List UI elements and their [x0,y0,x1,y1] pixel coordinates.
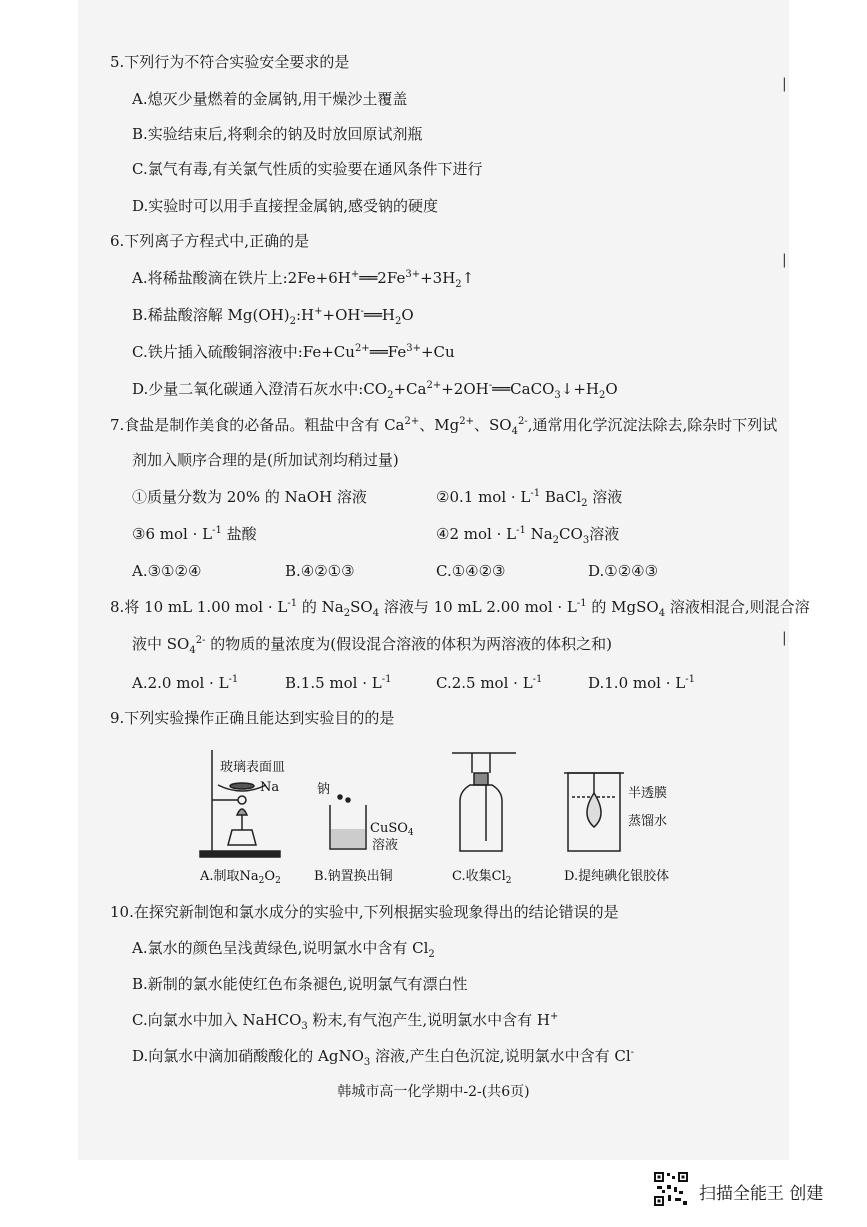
margin-mark: | [782,630,787,646]
q7-option-d: D.①②④③ [588,562,659,580]
caption-b: B.钠置换出铜 [314,869,393,884]
q7-reagent-3: ③6 mol · $L^{-1}$ 盐酸 [132,525,257,543]
q9-apparatus-figure [190,745,710,890]
caption-d: D.提纯碘化银胶体 [564,869,670,884]
apparatus-b [330,795,366,849]
q8-option-c: C.2.5 mol · $L^{-1}$ [436,674,543,692]
margin-mark: | [782,252,787,268]
page-footer: 韩城市高一化学期中-2-(共6页) [337,1084,530,1100]
q6-option-c: C.铁片插入硫酸铜溶液中$:Fe+Cu^{2+}══Fe^{3+}+Cu$ [132,343,455,361]
qr-code-icon [653,1171,689,1207]
caption-a: A.制取$Na_2O_2$ [200,869,281,886]
q6-stem: 6.下列离子方程式中,正确的是 [110,232,310,250]
scanner-watermark [653,1171,863,1211]
q6-option-b: B.稀盐酸溶解 $Mg(OH)_2:H^++OH^-══H_2O$ [132,306,414,327]
q7-stem-line2: 剂加入顺序合理的是(所加试剂均稍过量) [132,451,399,469]
q8-stem-line2: 液中 $SO_4^{2-}$ 的物质的量浓度为(假设混合溶液的体积为两溶液的体积之和) [132,635,612,656]
q10-option-b: B.新制的氯水能使红色布条褪色,说明氯气有漂白性 [132,975,468,993]
q7-option-a: A.③①②④ [132,562,202,580]
q7-reagent-4: ④2 mol · $L^{-1}$ $Na_2CO_3$溶液 [436,525,620,546]
q10-option-d: D.向氯水中滴加硝酸酸化的 AgNO$_3$ 溶液,产生白色沉淀,说明氯水中含有 Cl- [132,1047,635,1068]
q8-option-a: A.2.0 mol · $L^{-1}$ [132,674,239,692]
label-cuso4: CuSO$_4$ [370,821,414,838]
q9-stem: 9.下列实验操作正确且能达到实验目的的是 [110,709,395,727]
label-solution: 溶液 [372,838,399,853]
q6-option-a: A.将稀盐酸滴在铁片上$:2Fe+6H^+══2Fe^{3+}+3H_2↑$ [132,269,475,290]
q5-option-b: B.实验结束后,将剩余的钠及时放回原试剂瓶 [132,125,423,143]
label-na: Na [260,780,280,795]
q7-option-c: C.①④②③ [436,562,506,580]
q10-option-a: A.氯水的颜色呈浅黄绿色,说明氯水中含有 $Cl_2$ [132,939,435,960]
margin-mark: | [782,76,787,92]
q7-option-b: B.④②①③ [285,562,355,580]
q7-stem-line1: 7.食盐是制作美食的必备品。粗盐中含有 $Ca^{2+}$、$Mg^{2+}$、$SO_4^{2-}$,通常用化学沉淀法除去,除杂时下列试 [110,416,778,437]
scanner-watermark-text: 扫描全能王 创建 [699,1184,824,1204]
q10-option-c: C.向氯水中加入 NaHCO$_3$ 粉末,有气泡产生,说明氯水中含有 H+ [132,1011,559,1032]
apparatus-d [564,773,624,851]
q7-reagent-2: ②0.1 mol · $L^{-1}$ BaCl$_2$ 溶液 [436,488,623,509]
q5-option-c: C.氯气有毒,有关氯气性质的实验要在通风条件下进行 [132,160,483,178]
q7-reagent-1: ①质量分数为 20% 的 NaOH 溶液 [132,488,367,506]
q5-option-a: A.熄灭少量燃着的金属钠,用干燥沙土覆盖 [132,90,408,108]
q10-stem: 10.在探究新制饱和氯水成分的实验中,下列根据实验现象得出的结论错误的是 [110,903,619,921]
caption-c: C.收集$Cl_2$ [452,869,512,886]
q8-stem-line1: 8.将 10 mL 1.00 mol · $L^{-1}$ 的 $Na_2SO_4$ 溶液与 10 mL 2.00 mol · $L^{-1}$ 的 MgSO$_4$ 溶液相混合,则混合溶 [110,598,810,619]
label-na-metal: 钠 [317,782,331,797]
label-membrane: 半透膜 [628,786,668,801]
apparatus-c [452,753,516,851]
q5-stem: 5.下列行为不符合实验安全要求的是 [110,53,350,71]
label-water: 蒸馏水 [628,814,668,829]
q8-option-b: B.1.5 mol · $L^{-1}$ [285,674,392,692]
q8-option-d: D.1.0 mol · $L^{-1}$ [588,674,695,692]
q6-option-d: D.少量二氧化碳通入澄清石灰水中$:CO_2+Ca^{2+}+2OH^-══CaCO_3↓+H_2O$ [132,380,618,401]
label-dish: 玻璃表面皿 [220,760,286,775]
q5-option-d: D.实验时可以用手直接捏金属钠,感受钠的硬度 [132,197,439,215]
